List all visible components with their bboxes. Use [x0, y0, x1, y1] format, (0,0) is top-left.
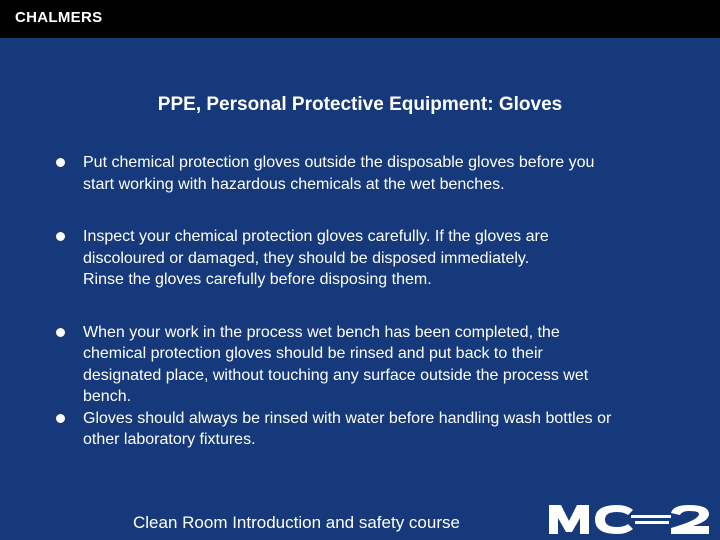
- bullet-item: [54, 226, 694, 291]
- bullet-line: designated place, without touching any surface outside the process wet: [83, 366, 589, 384]
- bullet-line: bench.: [83, 388, 132, 405]
- bullet-item: [54, 152, 694, 195]
- bullet-line: When your work in the process wet bench has been completed, the: [83, 323, 560, 341]
- bullet-line: Gloves should always be rinsed with water before handling wash bottles or: [83, 409, 612, 427]
- bullet-line: chemical protection gloves should be rinsed and put back to their: [83, 345, 543, 362]
- bullet-line: other laboratory fixtures.: [83, 431, 256, 448]
- bullet-dot-icon: [56, 414, 65, 423]
- bullet-dot-icon: [56, 328, 65, 337]
- bullet-line: start working with hazardous chemicals at the wet benches.: [83, 175, 505, 193]
- bullet-line: discoloured or damaged, they should be disposed immediately.: [83, 249, 530, 267]
- bullet-line: Put chemical protection gloves outside the disposable gloves before you: [83, 154, 595, 171]
- header-bar: [0, 0, 720, 38]
- bullet-line: Inspect your chemical protection gloves carefully. If the gloves are: [83, 228, 549, 245]
- bullet-item: [54, 322, 694, 408]
- chalmers-logo: CHALMERS: [15, 9, 103, 26]
- slide-title: PPE, Personal Protective Equipment: Gloves: [157, 94, 563, 115]
- footer-caption: Clean Room Introduction and safety course: [133, 513, 460, 532]
- bullet-line: Rinse the gloves carefully before disposing them.: [83, 271, 432, 288]
- bullet-dot-icon: [56, 232, 65, 241]
- bullet-item: [54, 408, 694, 451]
- bullet-dot-icon: [56, 158, 65, 167]
- mc2-logo-icon: [549, 503, 711, 535]
- bullet-list: [54, 152, 694, 451]
